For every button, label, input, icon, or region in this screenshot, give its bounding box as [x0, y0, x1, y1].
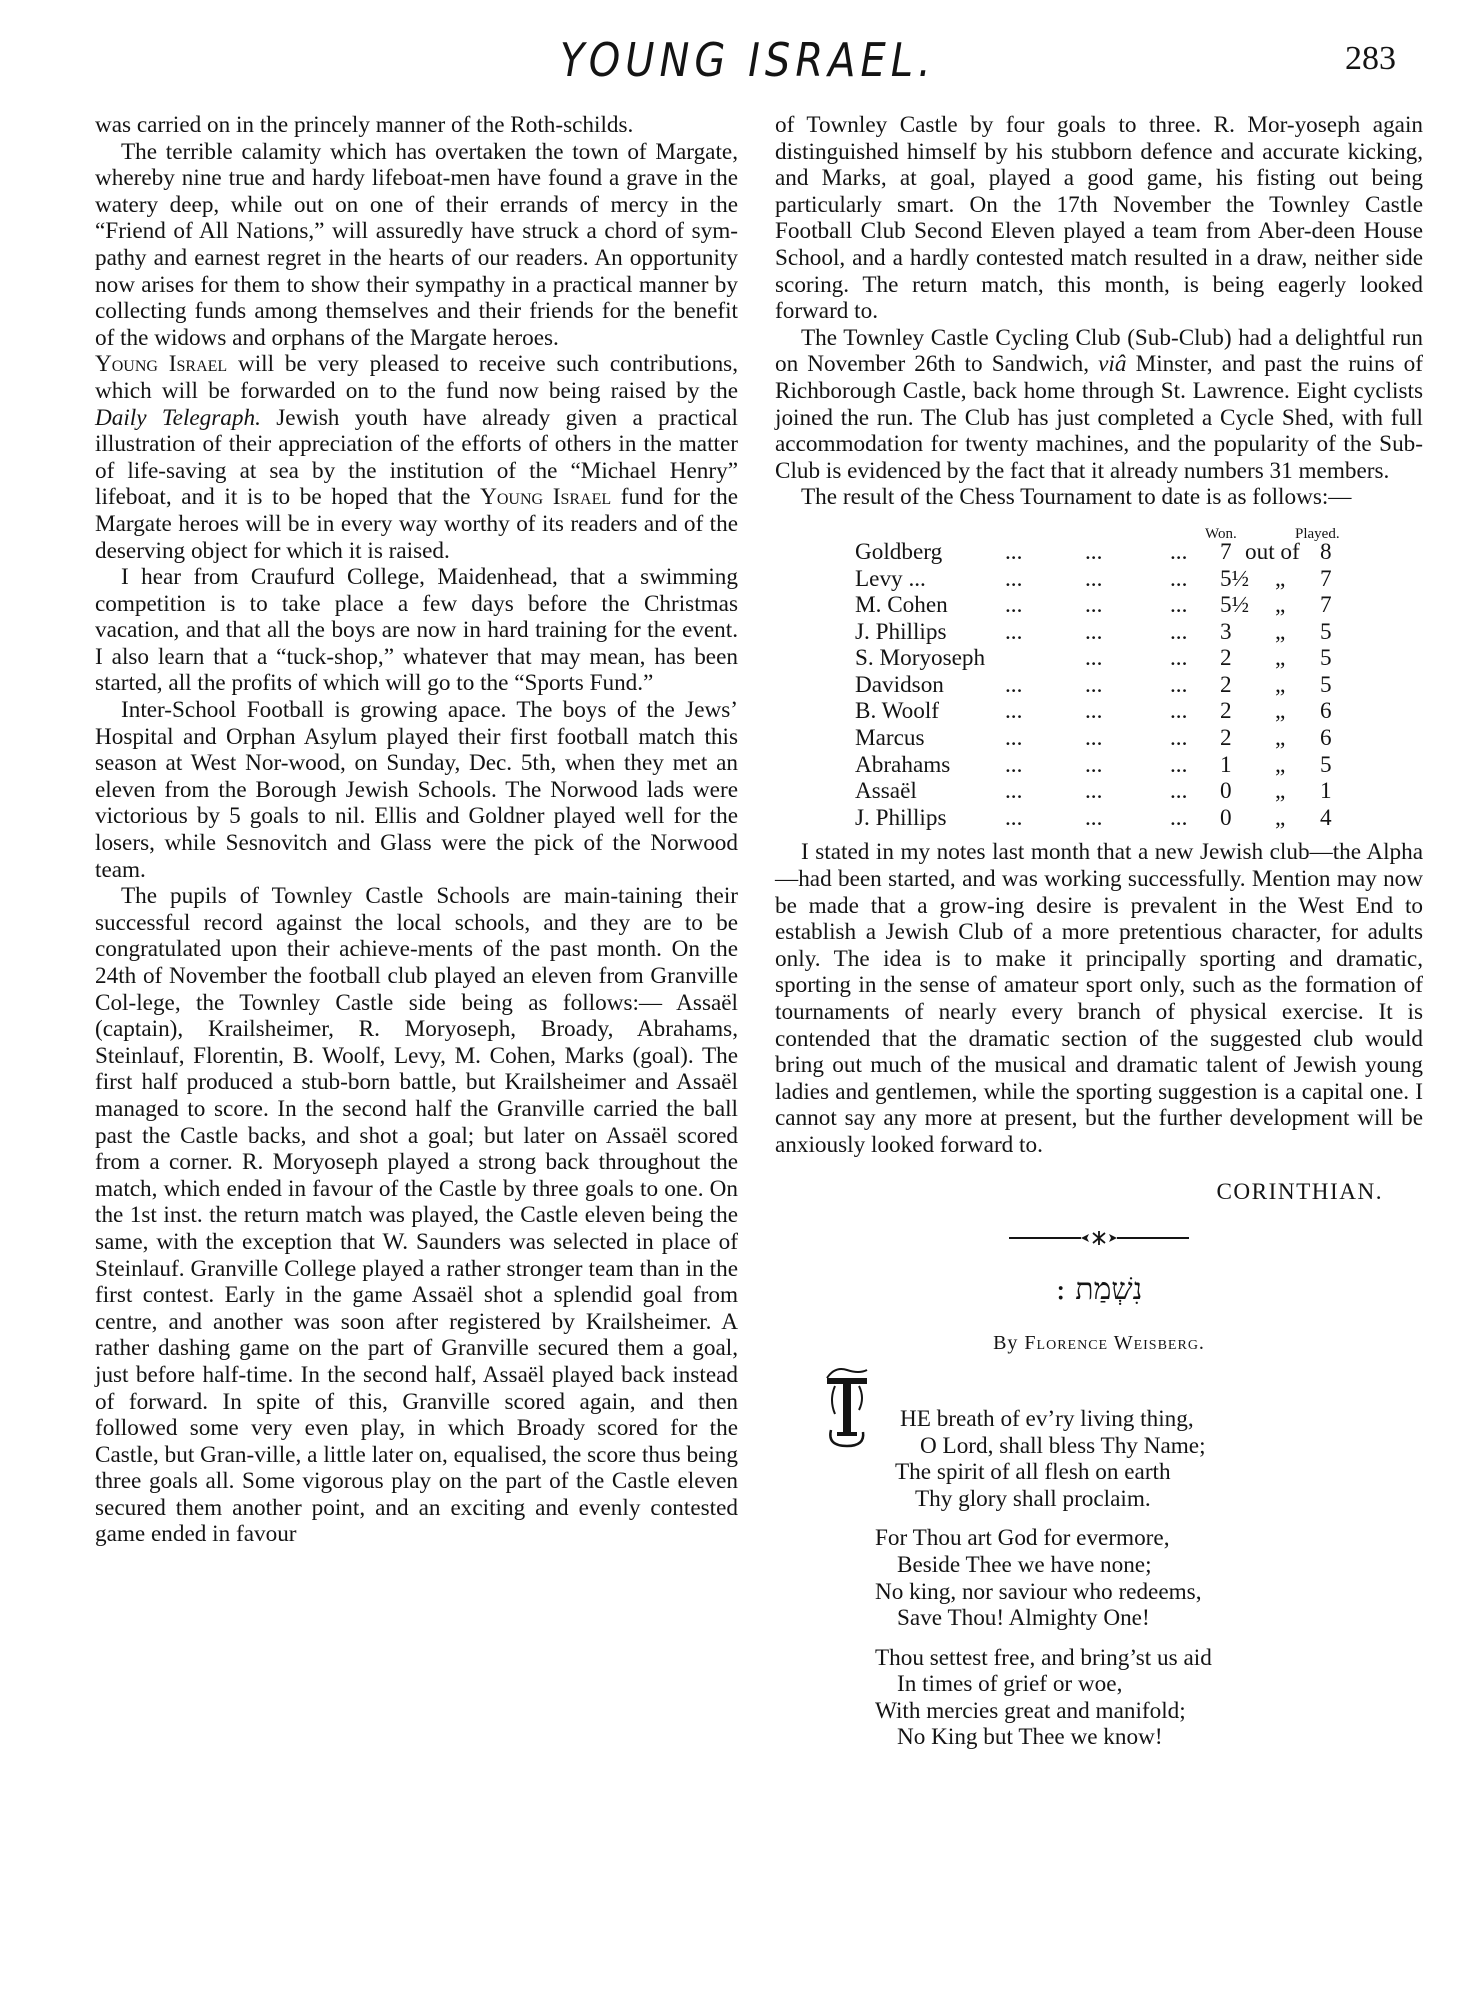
- publication-name: Young Israel: [95, 351, 228, 378]
- games-played: 1: [1320, 778, 1332, 805]
- chess-table-row: [855, 566, 1395, 593]
- leader-dots: ...: [1085, 645, 1103, 672]
- chess-table-header: [855, 517, 1395, 542]
- chess-table-row: [855, 698, 1395, 725]
- played-column-header: Played.: [1295, 525, 1340, 542]
- paragraph-fund: Young Israel will be very pleased to receive such contributions, which will be forwarded on to the fund now being raised by the Daily Telegraph. Jewish youth have already given a practical illustration of their appreciation of the efforts of others in the matter of life-saving at sea by the institution of the “Michael Henry” lifeboat, and it is to be hoped that the Young Israel fund for the Margate heroes will be in every way worthy of its readers and of the deserving object for which it is raised.: [95, 351, 738, 564]
- ditto-mark: „: [1275, 778, 1286, 805]
- leader-dots: ...: [1085, 778, 1103, 805]
- games-played: 8: [1320, 538, 1332, 565]
- poem-line: No king, nor saviour who redeems,: [875, 1578, 1202, 1605]
- games-won: 2: [1220, 671, 1232, 698]
- poem-line: Thou settest free, and bring’st us aid: [875, 1644, 1212, 1671]
- ornamental-divider-icon: [1009, 1231, 1189, 1245]
- poem-line: The spirit of all flesh on earth: [895, 1459, 1171, 1486]
- leader-dots: ...: [1085, 538, 1103, 565]
- player-name: Goldberg: [855, 538, 943, 565]
- leader-dots: ...: [1005, 698, 1023, 725]
- leader-dots: ...: [1085, 671, 1103, 698]
- leader-dots: ...: [1085, 725, 1103, 752]
- masthead-title: YOUNG ISRAEL.: [560, 34, 936, 88]
- left-column: [95, 112, 738, 1548]
- games-won: 5½: [1220, 565, 1249, 592]
- player-name: Abrahams: [855, 751, 951, 778]
- chess-table-row: [855, 778, 1395, 805]
- chess-table-row: [855, 619, 1395, 646]
- poem-line: No King but Thee we know!: [897, 1724, 1163, 1751]
- paragraph-chess-intro: The result of the Chess Tournament to date is as follows:—: [801, 484, 1352, 511]
- games-won: 2: [1220, 698, 1232, 725]
- poem-stanza: [775, 1406, 1423, 1512]
- paragraph-inter-school: Inter-School Football is growing apace. The boys of the Jews’ Hospital and Orphan Asylum played their first football match this season at West Nor-wood, on Sunday, Dec. 5th, when they met an eleven from the Borough Jewish Schools. The Norwood lads were victorious by 5 goals to nil. Ellis and Goldner played well for the losers, while Sesnovitch and Glass were the pick of the Norwood team.: [95, 697, 738, 883]
- games-played: 6: [1320, 698, 1332, 725]
- leader-dots: ...: [1005, 751, 1023, 778]
- games-played: 5: [1320, 645, 1332, 672]
- leader-dots: ...: [1005, 592, 1023, 619]
- ditto-mark: „: [1275, 592, 1286, 619]
- chess-table-row: [855, 725, 1395, 752]
- leader-dots: ...: [1005, 804, 1023, 831]
- leader-dots: ...: [1170, 538, 1188, 565]
- player-name: J. Phillips: [855, 804, 947, 831]
- player-name: Marcus: [855, 725, 925, 752]
- leader-dots: ...: [1170, 565, 1188, 592]
- ditto-mark: „: [1275, 671, 1286, 698]
- leader-dots: ...: [1170, 725, 1188, 752]
- leader-dots: ...: [1005, 538, 1023, 565]
- publication-name: Young Israel: [480, 484, 612, 511]
- newspaper-name: Daily Telegraph.: [95, 404, 261, 431]
- leader-dots: ...: [1170, 698, 1188, 725]
- poem-line: Beside Thee we have none;: [897, 1551, 1152, 1578]
- games-won: 3: [1220, 618, 1232, 645]
- poem-title-hebrew: נִשְׁמַת :: [1055, 1272, 1143, 1308]
- poem-line: In times of grief or woe,: [897, 1671, 1123, 1698]
- poem-line: Save Thou! Almighty One!: [897, 1605, 1150, 1632]
- poem-line: For Thou art God for evermore,: [875, 1525, 1170, 1552]
- games-played: 7: [1320, 592, 1332, 619]
- games-played: 4: [1320, 804, 1332, 831]
- player-name: Levy ...: [855, 565, 926, 592]
- games-played: 5: [1320, 618, 1332, 645]
- chess-table-row: [855, 805, 1395, 832]
- player-name: S. Moryoseph: [855, 645, 986, 672]
- poem-author: Florence Weisberg.: [1024, 1331, 1205, 1354]
- leader-dots: ...: [1170, 618, 1188, 645]
- paragraph-cycling: The Townley Castle Cycling Club (Sub-Club) had a delightful run on November 26th to Sandwich, viâ Minster, and past the ruins of Richborough Castle, back home through St. Lawrence. Eight cyclists joined the run. The Club has just completed a Cycle Shed, with full accommodation for twenty machines, and the popularity of the Sub-Club is evidenced by the fact that it already numbers 31 members.: [775, 324, 1423, 484]
- ditto-mark: „: [1275, 725, 1286, 752]
- poem-line: HE breath of ev’ry living thing,: [900, 1405, 1194, 1432]
- games-won: 7: [1220, 538, 1232, 565]
- paragraph-alpha-club: I stated in my notes last month that a new Jewish club—the Alpha—had been started, and was working successfully. Mention may now be made that a grow-ing desire is prevalent in the West End to establish a Jewish Club of a more pretentious character, for adults only. The idea is to make it principally sporting and dramatic, sporting in the sense of amateur sport only, such as the formation of tournaments of nearly every branch of physical exercise. It is contended that the dramatic section of the suggested club would bring out much of the musical and dramatic talent of Jewish young ladies and gentlemen, while the sporting suggestion is a capital one. I cannot say any more at present, but the further development will be anxiously looked forward to.: [775, 839, 1423, 1158]
- page-header: [0, 34, 1480, 98]
- player-name: B. Woolf: [855, 698, 940, 725]
- paragraph-margate: The terrible calamity which has overtaken the town of Margate, whereby nine true and hardy lifeboat-men have found a grave in the watery deep, while out on one of their errands of mercy in the “Friend of All Nations,” will assuredly have struck a chord of sym-pathy and earnest regret in the hearts of our readers. An opportunity now arises for them to show their sympathy in a practical manner by collecting funds among themselves and their friends for the benefit of the widows and orphans of the Margate heroes.: [95, 138, 738, 351]
- leader-dots: ...: [1170, 645, 1188, 672]
- chess-results-table: [855, 517, 1395, 832]
- games-won: 0: [1220, 778, 1232, 805]
- paragraph-continued: of Townley Castle by four goals to three. R. Mor-yoseph again distinguished himself by his stubborn defence and accurate kicking, and Marks, at goal, played a good game, his fisting out being particularly smart. On the 17th November the Townley Castle Football Club Second Eleven played a team from Aber-deen House School, and a hardly contested match resulted in a draw, neither side scoring. The return match, this month, is being eagerly looked forward to.: [775, 112, 1423, 325]
- poem-body: [775, 1372, 1423, 1751]
- player-name: M. Cohen: [855, 592, 948, 619]
- leader-dots: ...: [1005, 778, 1023, 805]
- games-won: 5½: [1220, 592, 1249, 619]
- games-won: 2: [1220, 725, 1232, 752]
- ditto-mark: „: [1275, 751, 1286, 778]
- chess-table-row: [855, 752, 1395, 779]
- leader-dots: ...: [1005, 618, 1023, 645]
- chess-table-row: [855, 539, 1395, 566]
- poem-stanza: [775, 1645, 1423, 1751]
- leader-dots: ...: [1085, 751, 1103, 778]
- leader-dots: ...: [1005, 725, 1023, 752]
- leader-dots: ...: [1085, 804, 1103, 831]
- poem-byline: By Florence Weisberg.: [993, 1331, 1205, 1354]
- leader-dots: ...: [1170, 778, 1188, 805]
- chess-table-row: [855, 672, 1395, 699]
- ornamental-dropcap-t-icon: [823, 1364, 871, 1450]
- poem-line: Thy glory shall proclaim.: [915, 1485, 1151, 1512]
- section-divider: [775, 1231, 1423, 1245]
- ditto-mark: out of: [1245, 538, 1300, 565]
- page-number: 283: [1345, 40, 1396, 77]
- leader-dots: ...: [1085, 565, 1103, 592]
- player-name: J. Phillips: [855, 618, 947, 645]
- games-played: 5: [1320, 671, 1332, 698]
- paragraph-craufurd: I hear from Craufurd College, Maidenhead, that a swimming competition is to take place a few days before the Christmas vacation, and that all the boys are now in hard training for the event. I also learn that a “tuck-shop,” whatever that may mean, has been started, all the profits of which will go to the “Sports Fund.”: [95, 564, 738, 697]
- leader-dots: ...: [1170, 671, 1188, 698]
- player-name: Davidson: [855, 671, 944, 698]
- won-column-header: Won.: [1205, 525, 1237, 542]
- leader-dots: ...: [1170, 592, 1188, 619]
- leader-dots: ...: [1085, 618, 1103, 645]
- ditto-mark: „: [1275, 698, 1286, 725]
- right-column: [775, 112, 1423, 1764]
- leader-dots: ...: [1085, 592, 1103, 619]
- poem-stanza: [775, 1525, 1423, 1631]
- paragraph-townley-castle: The pupils of Townley Castle Schools are main-taining their successful record against the local schools, and they are to be congratulated upon their achieve-ments of the past month. On the 24th of November the football club played an eleven from Granville Col-lege, the Townley Castle side being as follows:— Assaël (captain), Krailsheimer, R. Moryoseph, Broady, Abrahams, Steinlauf, Florentin, B. Woolf, Levy, M. Cohen, Marks (goal). The first half produced a stub-born battle, but Krailsheimer and Assaël managed to score. In the second half the Granville carried the ball past the Castle backs, and shot a goal; but later on Assaël scored from a corner. R. Moryoseph played a strong back throughout the match, which ended in favour of the Castle by three goals to one. On the 1st inst. the return match was played, the Castle eleven being the same, with the exception that W. Saunders was selected in place of Steinlauf. Granville College played a rather stronger team than in the first contest. Early in the game Assaël shot a splendid goal from centre, and another was soon after registered by Krailsheimer. A rather dashing game on the part of Granville secured them a goal, just before half-time. In the second half, Assaël played back instead of forward. In spite of this, Granville scored again, and then followed some very even play, in which Broady scored for the Castle, but Gran-ville, a little later on, equalised, the score thus being three goals all. Some vigorous play on the part of the Castle eleven secured them another point, and an exciting and evenly contested game ended in favour: [95, 883, 738, 1548]
- paragraph-rothschilds: was carried on in the princely manner of the Roth-schilds.: [95, 112, 634, 138]
- poem-line: O Lord, shall bless Thy Name;: [920, 1432, 1206, 1459]
- leader-dots: ...: [1170, 804, 1188, 831]
- ditto-mark: „: [1275, 618, 1286, 645]
- ditto-mark: „: [1275, 804, 1286, 831]
- leader-dots: ...: [1170, 751, 1188, 778]
- author-signature: CORINTHIAN.: [1216, 1178, 1383, 1205]
- games-won: 0: [1220, 804, 1232, 831]
- player-name: Assaël: [855, 778, 917, 805]
- games-played: 5: [1320, 751, 1332, 778]
- leader-dots: ...: [1005, 565, 1023, 592]
- leader-dots: ...: [1005, 671, 1023, 698]
- ditto-mark: „: [1275, 565, 1286, 592]
- games-won: 1: [1220, 751, 1232, 778]
- chess-table-row: [855, 592, 1395, 619]
- chess-table-row: [855, 645, 1395, 672]
- poem-line: With mercies great and manifold;: [875, 1697, 1186, 1724]
- ditto-mark: „: [1275, 645, 1286, 672]
- games-played: 7: [1320, 565, 1332, 592]
- leader-dots: ...: [1085, 698, 1103, 725]
- games-won: 2: [1220, 645, 1232, 672]
- games-played: 6: [1320, 725, 1332, 752]
